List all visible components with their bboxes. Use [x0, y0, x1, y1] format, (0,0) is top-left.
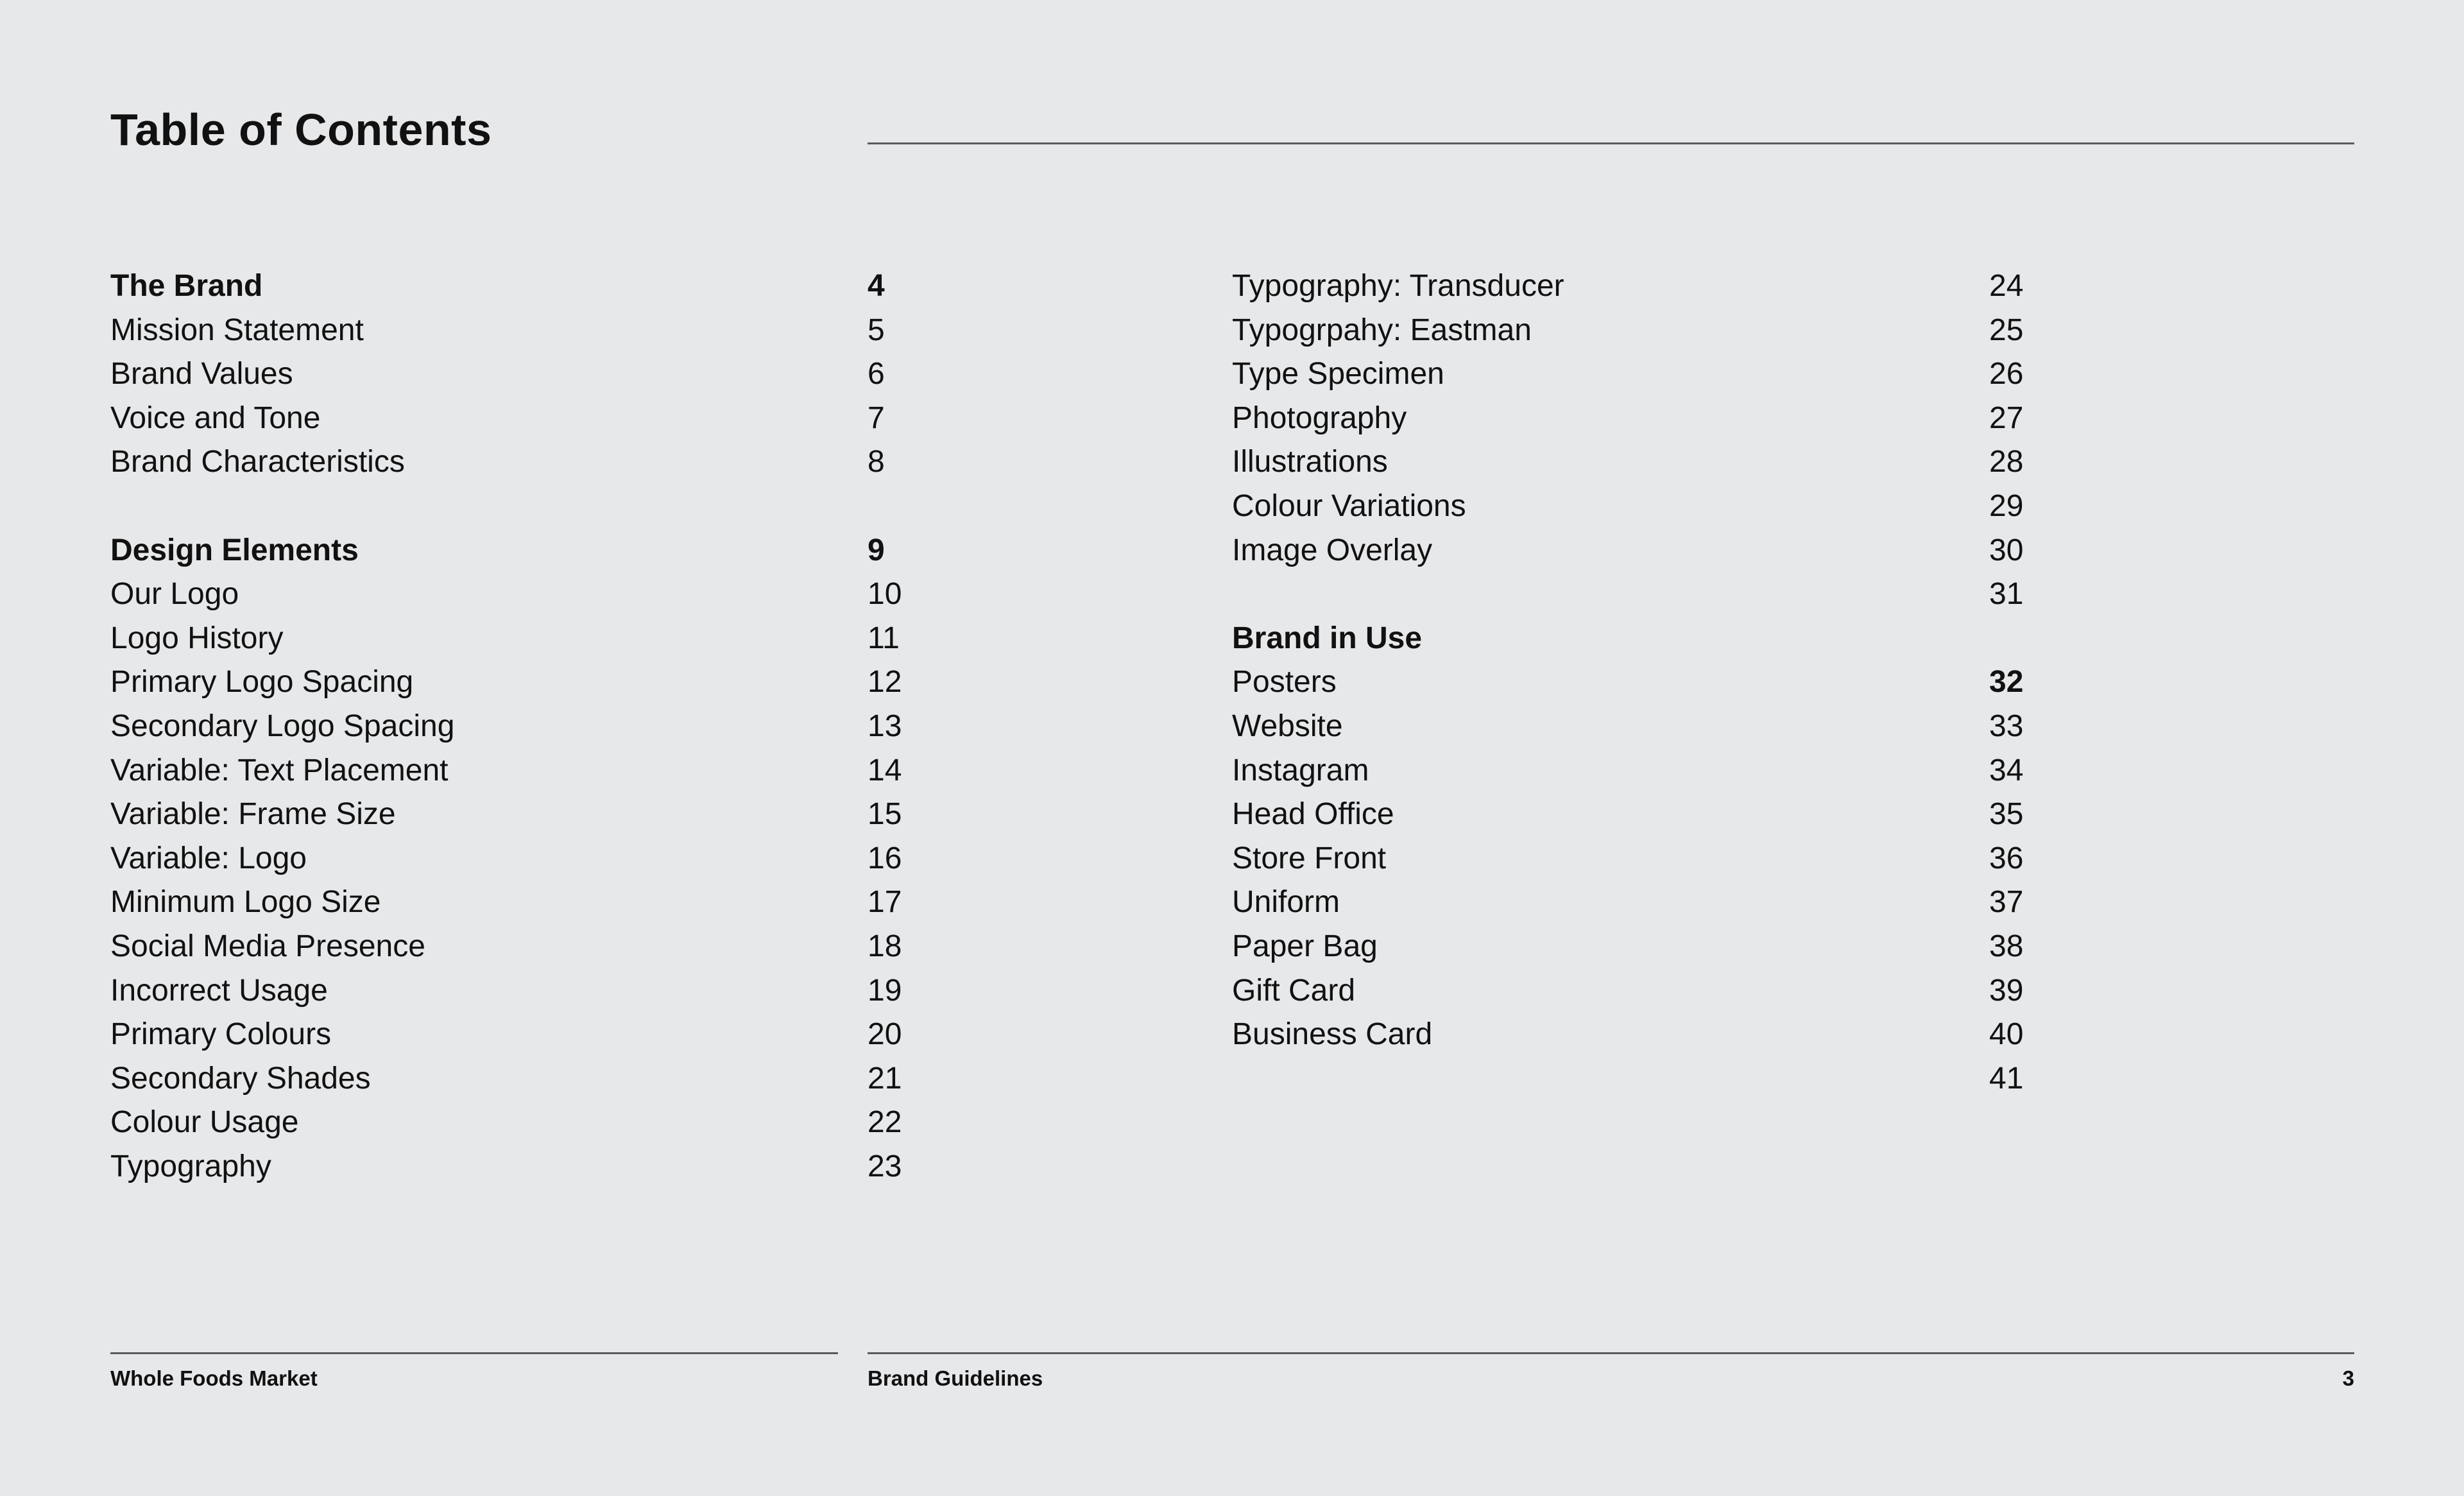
toc-entry-label: Design Elements	[110, 533, 359, 567]
toc-entry-label: Incorrect Usage	[110, 973, 328, 1008]
toc-entry-label: Posters	[1232, 665, 1337, 700]
toc-entry-page-number: 23	[868, 1149, 902, 1183]
toc-entry-page-number: 27	[1989, 400, 2024, 435]
toc-entry-page-number: 10	[868, 577, 902, 612]
toc-entry-label: Our Logo	[110, 577, 239, 612]
toc-entry-label: Primary Logo Spacing	[110, 665, 414, 700]
toc-entry-label: Website	[1232, 709, 1343, 743]
toc-entry-label: Brand Characteristics	[110, 445, 405, 479]
toc-entry-page-number: 15	[868, 797, 902, 832]
toc-entry-label: Brand in Use	[1232, 621, 1423, 655]
toc-entry-label: Secondary Logo Spacing	[110, 709, 455, 743]
toc-entry-page-number: 11	[868, 621, 900, 655]
toc-entry-page-number: 28	[1989, 445, 2024, 479]
toc-entry-page-number: 25	[1989, 313, 2024, 347]
toc-entry-page-number: 13	[868, 709, 902, 743]
toc-entry-page-number: 17	[868, 885, 902, 920]
toc-entry-label: Variable: Logo	[110, 841, 307, 875]
footer-company: Whole Foods Market	[110, 1366, 318, 1390]
toc-entry-label: Typogrpahy: Eastman	[1232, 313, 1532, 347]
footer-divider-left	[110, 1352, 838, 1354]
toc-entry-label: Colour Variations	[1232, 488, 1466, 523]
footer-document-title: Brand Guidelines	[868, 1366, 1043, 1390]
toc-entry-page-number: 31	[1989, 577, 2024, 612]
toc-entry-page-number: 20	[868, 1017, 902, 1052]
toc-entry-page-number: 7	[868, 400, 885, 435]
toc-entry-label: Gift Card	[1232, 973, 1356, 1008]
toc-entry-label: The Brand	[110, 269, 263, 303]
toc-entry-label: Typography: Transducer	[1232, 269, 1564, 303]
toc-entry-label: Mission Statement	[110, 313, 364, 347]
toc-entry-page-number: 18	[868, 929, 902, 963]
toc-entry-label: Illustrations	[1232, 445, 1388, 479]
toc-entry-page-number: 35	[1989, 797, 2024, 832]
toc-entry-label: Social Media Presence	[110, 929, 425, 963]
toc-entry-label: Head Office	[1232, 797, 1394, 832]
toc-entry-page-number: 4	[868, 269, 885, 303]
toc-entry-label: Colour Usage	[110, 1105, 299, 1140]
toc-entry-label: Typography	[110, 1149, 271, 1183]
toc-entry-label: Store Front	[1232, 841, 1387, 875]
toc-entry-page-number: 9	[868, 533, 885, 567]
toc-entry-label: Secondary Shades	[110, 1061, 371, 1096]
toc-entry-label: Minimum Logo Size	[110, 885, 381, 920]
toc-entry-page-number: 39	[1989, 973, 2024, 1008]
toc-entry-label: Logo History	[110, 621, 284, 655]
toc-entry-page-number: 24	[1989, 269, 2024, 303]
toc-entry-page-number: 34	[1989, 753, 2024, 787]
toc-entry-page-number: 19	[868, 973, 902, 1008]
toc-entry-page-number: 30	[1989, 533, 2024, 567]
toc-entry-page-number: 8	[868, 445, 885, 479]
toc-entry-label: Image Overlay	[1232, 533, 1433, 567]
toc-entry-page-number: 29	[1989, 488, 2024, 523]
toc-entry-label: Photography	[1232, 400, 1407, 435]
toc-entry-label: Brand Values	[110, 357, 293, 391]
toc-entry-page-number: 36	[1989, 841, 2024, 875]
toc-entry-page-number: 41	[1989, 1061, 2024, 1096]
toc-entry-page-number: 14	[868, 753, 902, 787]
toc-entry-label: Primary Colours	[110, 1017, 332, 1052]
toc-entry-label: Instagram	[1232, 753, 1369, 787]
toc-entry-page-number: 26	[1989, 357, 2024, 391]
toc-entry-page-number: 16	[868, 841, 902, 875]
toc-entry-label: Uniform	[1232, 885, 1340, 920]
toc-entry-label: Variable: Frame Size	[110, 797, 396, 832]
toc-entry-page-number: 32	[1989, 665, 2024, 700]
toc-entry-label: Business Card	[1232, 1017, 1433, 1052]
toc-entry-page-number: 37	[1989, 885, 2024, 920]
page-title: Table of Contents	[110, 105, 492, 155]
title-divider	[868, 142, 2354, 144]
toc-entry-page-number: 33	[1989, 709, 2024, 743]
toc-entry-page-number: 5	[868, 313, 885, 347]
toc-entry-page-number: 38	[1989, 929, 2024, 963]
toc-entry-page-number: 6	[868, 357, 885, 391]
toc-entry-label: Paper Bag	[1232, 929, 1378, 963]
toc-entry-page-number: 21	[868, 1061, 902, 1096]
footer-page-number: 3	[2342, 1366, 2354, 1390]
toc-entry-label: Voice and Tone	[110, 400, 321, 435]
toc-entry-page-number: 12	[868, 665, 902, 700]
toc-entry-label: Variable: Text Placement	[110, 753, 449, 787]
toc-entry-label: Type Specimen	[1232, 357, 1444, 391]
toc-entry-page-number: 22	[868, 1105, 902, 1140]
toc-entry-page-number: 40	[1989, 1017, 2024, 1052]
footer-divider-right	[868, 1352, 2354, 1354]
